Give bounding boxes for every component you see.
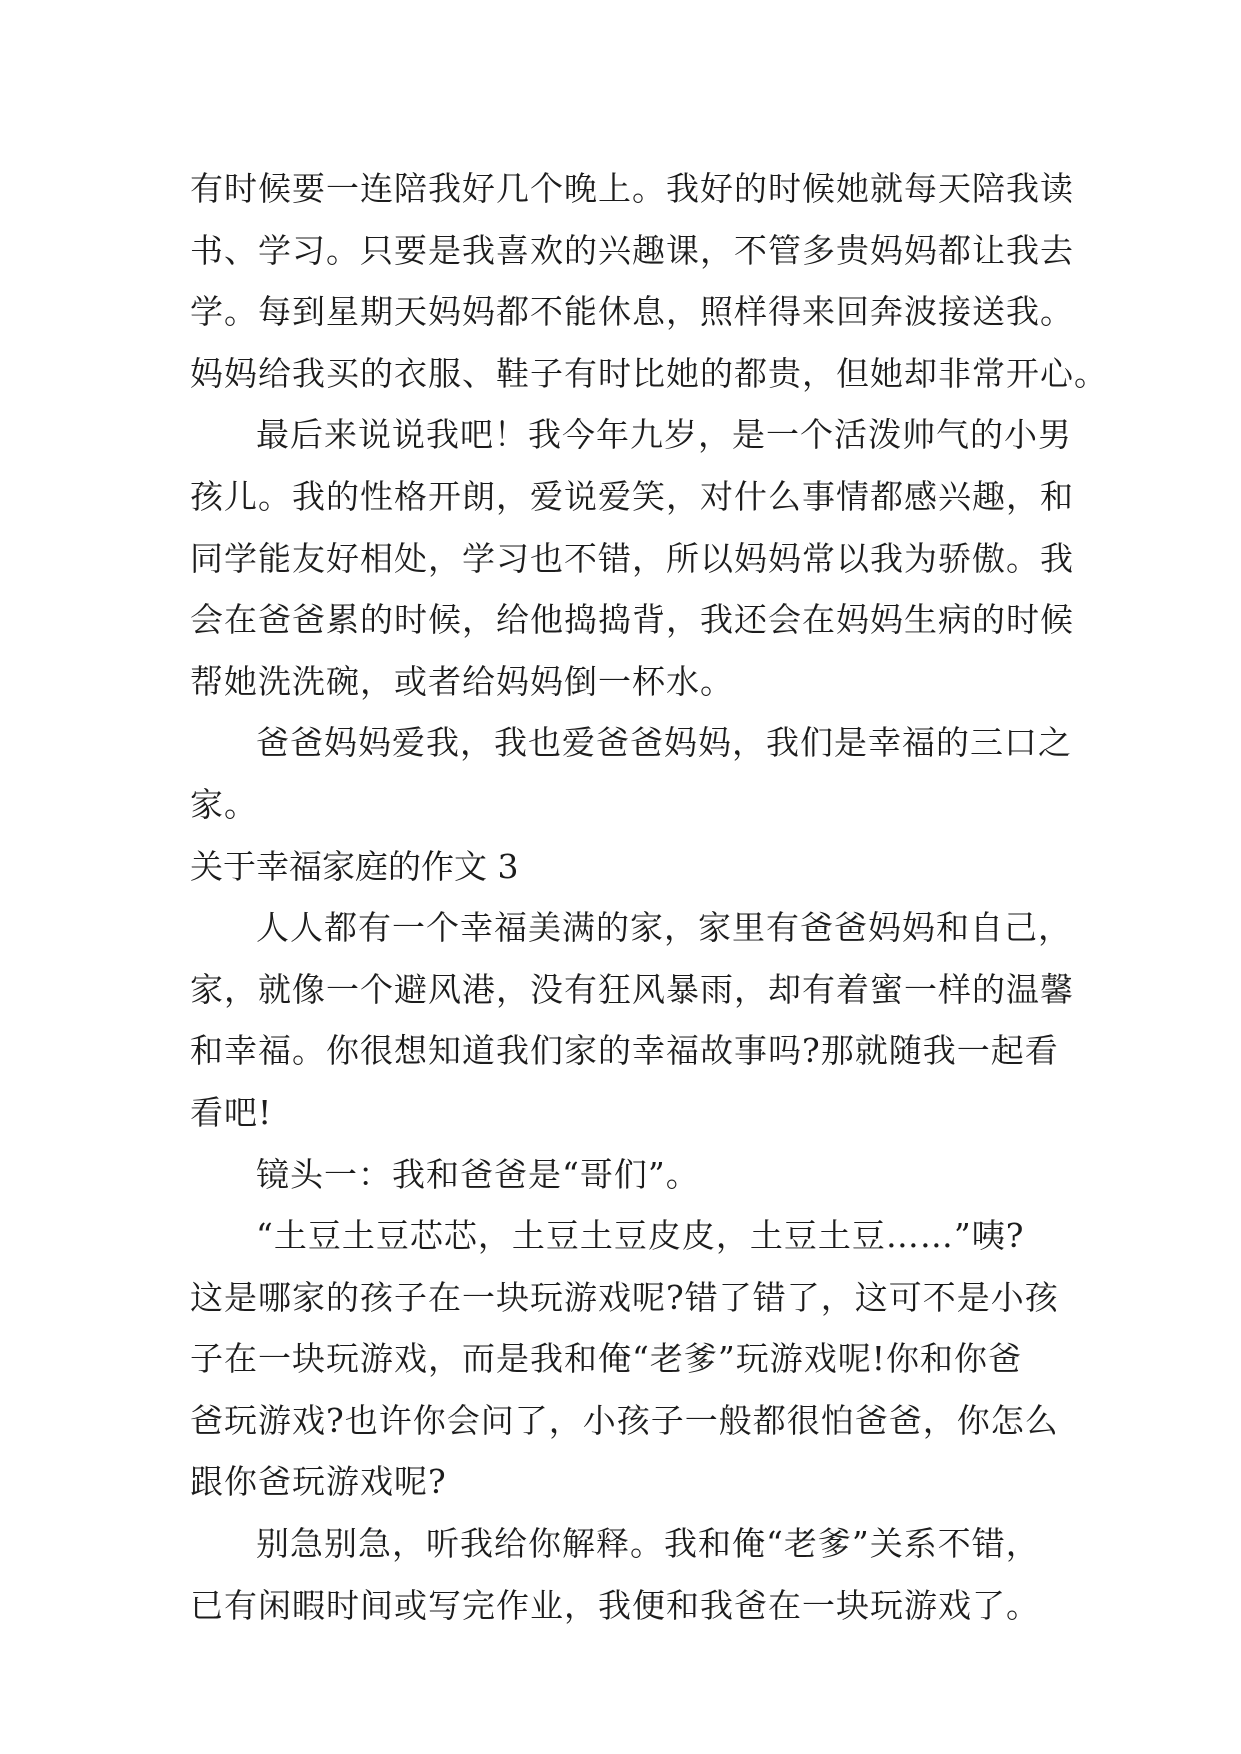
text-line: 妈妈给我买的衣服、鞋子有时比她的都贵，但她却非常开心。 [190,353,1108,393]
paragraph-first-line: 爸爸妈妈爱我，我也爱爸爸妈妈，我们是幸福的三口之 [256,723,1072,763]
text-line: 孩儿。我的性格开朗，爱说爱笑，对什么事情都感兴趣，和 [190,476,1074,516]
text-line: 会在爸爸累的时候，给他捣捣背，我还会在妈妈生病的时候 [190,600,1074,640]
text-line: 学。每到星期天妈妈都不能休息，照样得来回奔波接送我。 [190,292,1074,332]
text-line: 子在一块玩游戏，而是我和俺“老爹”玩游戏呢!你和你爸 [190,1339,1023,1379]
text-line: 和幸福。你很想知道我们家的幸福故事吗?那就随我一起看 [190,1031,1059,1071]
section-heading: 关于幸福家庭的作文 3 [190,846,519,886]
text-line: 帮她洗洗碗，或者给妈妈倒一杯水。 [190,661,734,701]
text-line: 跟你爸玩游戏呢? [190,1462,447,1502]
text-line: 家，就像一个避风港，没有狂风暴雨，却有着蜜一样的温馨 [190,969,1074,1009]
paragraph-first-line: 镜头一：我和爸爸是“哥们”。 [256,1154,700,1194]
essay-body [190,158,1108,1636]
text-line: 家。 [190,784,258,824]
text-line: 看吧! [190,1092,273,1132]
paragraph-first-line: 人人都有一个幸福美满的家，家里有爸爸妈妈和自己， [256,908,1072,948]
text-line: 这是哪家的孩子在一块玩游戏呢?错了错了，这可不是小孩 [190,1277,1059,1317]
paragraph-first-line: 最后来说说我吧！我今年九岁，是一个活泼帅气的小男 [256,415,1072,455]
text-line: 爸玩游戏?也许你会问了，小孩子一般都很怕爸爸，你怎么 [190,1400,1059,1440]
text-line: 书、学习。只要是我喜欢的兴趣课，不管多贵妈妈都让我去 [190,230,1074,270]
text-line: 已有闲暇时间或写完作业，我便和我爸在一块玩游戏了。 [190,1585,1040,1625]
text-line: 同学能友好相处，学习也不错，所以妈妈常以我为骄傲。我 [190,538,1074,578]
paragraph-first-line: “土豆土豆芯芯，土豆土豆皮皮，土豆土豆……”咦? [256,1216,1025,1256]
text-line: 有时候要一连陪我好几个晚上。我好的时候她就每天陪我读 [190,169,1074,208]
paragraph-first-line: 别急别急，听我给你解释。我和俺“老爹”关系不错， [256,1524,1040,1564]
